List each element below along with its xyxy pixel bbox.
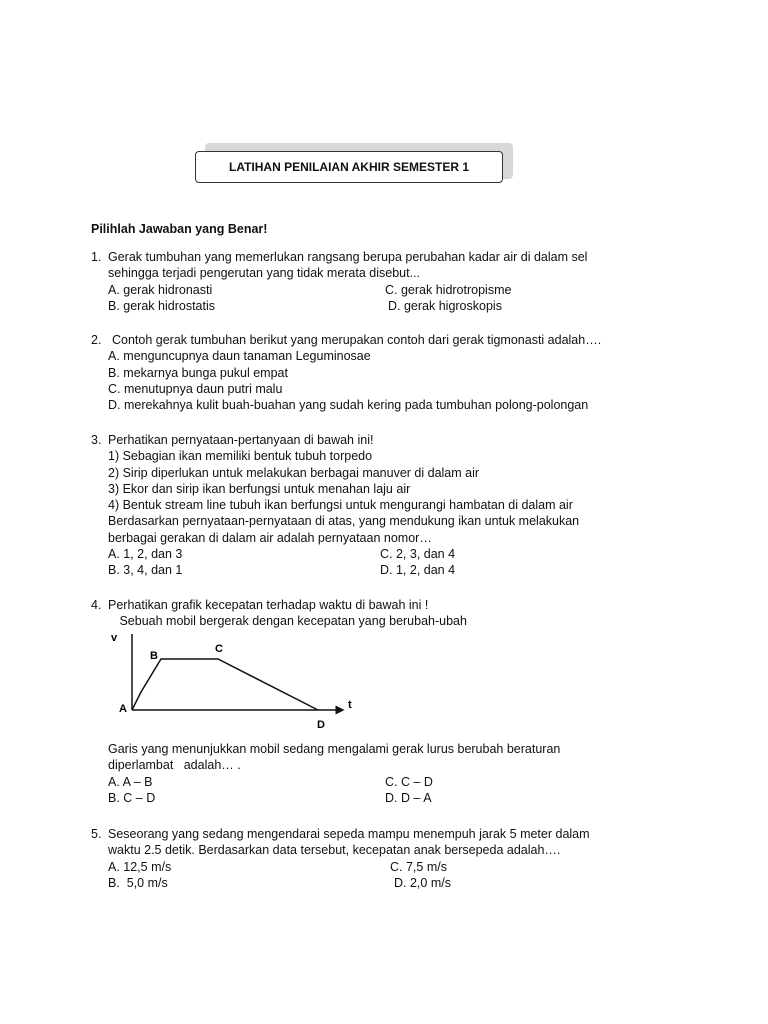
question-1 [91, 249, 691, 314]
option-d: D. 2,0 m/s [394, 875, 451, 890]
axis-label-v: v [111, 632, 118, 644]
option-b: B. 5,0 m/s [108, 875, 168, 890]
question-5 [91, 826, 691, 891]
option-a: A. 1, 2, dan 3 [108, 547, 183, 562]
point-label-c: C [215, 643, 223, 655]
question-3 [91, 432, 691, 579]
option-a: A. gerak hidronasti [108, 282, 213, 297]
question-number: 2. [91, 333, 102, 347]
question-4-continued [91, 741, 691, 806]
option-b: B. mekarnya bunga pukul empat [108, 365, 288, 380]
question-text: Perhatikan grafik kecepatan terhadap waktu di bawah ini ! [108, 598, 429, 612]
question-number: 5. [91, 827, 102, 841]
question-text: Perhatikan pernyataan-pertanyaan di bawah ini! [108, 433, 374, 447]
option-a: A. 12,5 m/s [108, 859, 172, 874]
question-number: 4. [91, 598, 102, 612]
question-text: sehingga terjadi pengerutan yang tidak merata disebut... [108, 266, 421, 281]
question-text: Contoh gerak tumbuhan berikut yang merupakan contoh dari gerak tigmonasti adalah…. [112, 333, 602, 347]
axis-label-t: t [348, 699, 352, 711]
statement-3: 3) Ekor dan sirip ikan berfungsi untuk menahan laju air [108, 481, 411, 496]
option-d: D. merekahnya kulit buah-buahan yang sudah kering pada tumbuhan polong-polongan [108, 398, 589, 413]
option-d: D. D – A [385, 790, 432, 805]
question-text: Garis yang menunjukkan mobil sedang mengalami gerak lurus berubah beraturan [108, 742, 561, 756]
question-text: diperlambat adalah… . [108, 758, 241, 773]
statement-4: 4) Bentuk stream line tubuh ikan berfungsi untuk mengurangi hambatan di dalam air [108, 498, 573, 513]
question-text: Berdasarkan pernyataan-pernyataan di atas, yang mendukung ikan untuk melakukan [108, 514, 580, 529]
question-text: Gerak tumbuhan yang memerlukan rangsang berupa perubahan kadar air di dalam sel [108, 250, 588, 264]
point-label-d: D [317, 719, 325, 731]
option-a: A. menguncupnya daun tanaman Leguminosae [108, 349, 371, 364]
statement-1: 1) Sebagian ikan memiliki bentuk tubuh torpedo [108, 449, 373, 464]
question-4 [91, 597, 691, 630]
statement-2: 2) Sirip diperlukan untuk melakukan berbagai manuver di dalam air [108, 465, 480, 480]
option-a: A. A – B [108, 774, 153, 789]
option-c: C. C – D [385, 774, 433, 789]
option-c: C. 7,5 m/s [390, 859, 447, 874]
option-b: B. gerak hidrostatis [108, 298, 215, 313]
instruction: Pilihlah Jawaban yang Benar! [91, 222, 268, 236]
option-d: D. 1, 2, dan 4 [380, 563, 456, 578]
option-c: C. 2, 3, dan 4 [380, 547, 456, 562]
option-d: D. gerak higroskopis [388, 298, 502, 313]
question-number: 3. [91, 433, 102, 447]
page-title: LATIHAN PENILAIAN AKHIR SEMESTER 1 [195, 151, 503, 183]
question-2 [91, 332, 691, 413]
option-c: C. menutupnya daun putri malu [108, 381, 283, 396]
option-b: B. 3, 4, dan 1 [108, 563, 183, 578]
point-label-b: B [150, 650, 158, 662]
option-c: C. gerak hidrotropisme [385, 282, 512, 297]
question-text: berbagai gerakan di dalam air adalah pernyataan nomor… [108, 530, 432, 545]
question-text: Sebuah mobil bergerak dengan kecepatan yang berubah-ubah [116, 614, 467, 629]
option-b: B. C – D [108, 790, 156, 805]
velocity-line [132, 659, 318, 710]
point-label-a: A [119, 703, 127, 715]
question-text: Seseorang yang sedang mengendarai sepeda mampu menempuh jarak 5 meter dalam [108, 827, 590, 841]
question-number: 1. [91, 250, 102, 264]
velocity-time-graph [105, 630, 355, 735]
question-text: waktu 2.5 detik. Berdasarkan data tersebut, kecepatan anak bersepeda adalah…. [108, 843, 561, 858]
